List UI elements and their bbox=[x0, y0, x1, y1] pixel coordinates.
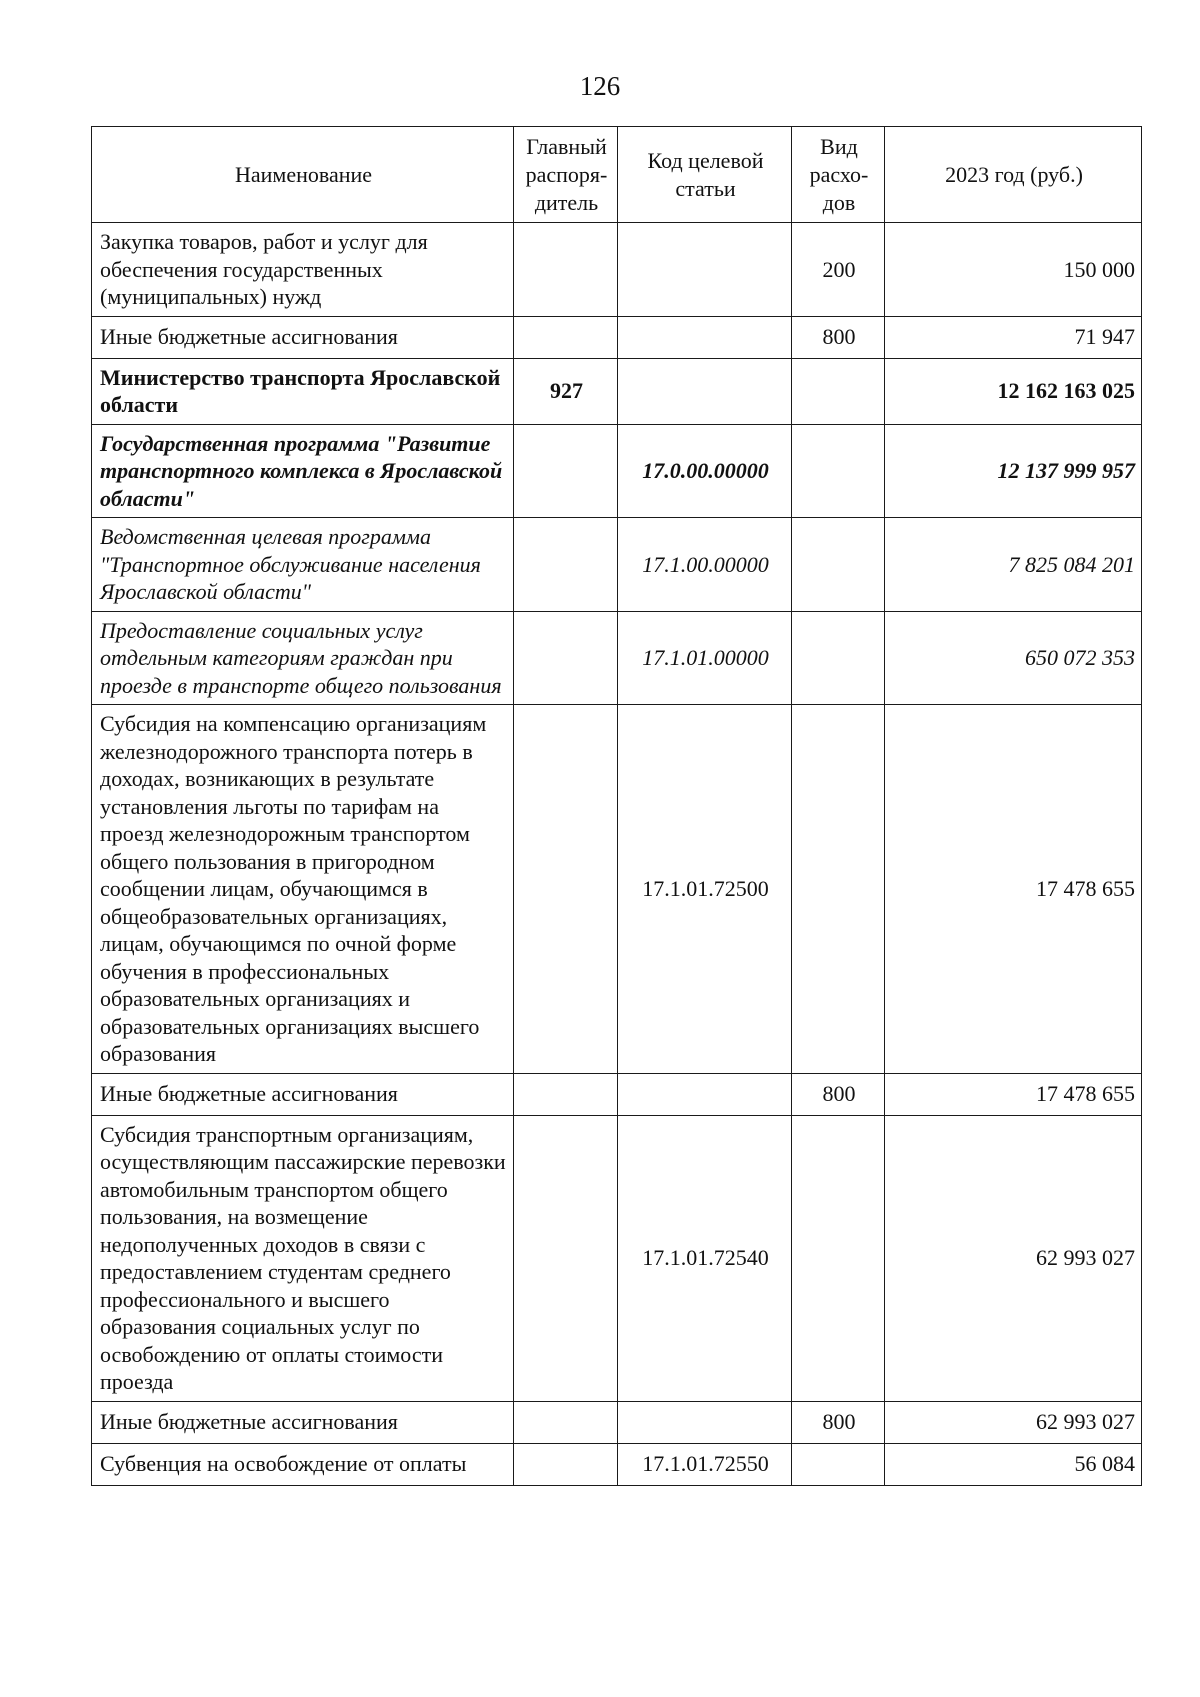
row-type bbox=[792, 518, 885, 612]
row-code bbox=[618, 223, 792, 317]
row-amount: 12 137 999 957 bbox=[885, 424, 1142, 518]
header-name: Наименование bbox=[92, 127, 514, 223]
row-amount: 17 478 655 bbox=[885, 1073, 1142, 1115]
row-code bbox=[618, 316, 792, 358]
table-row bbox=[92, 1073, 1142, 1115]
row-manager: 927 bbox=[514, 358, 618, 424]
budget-table bbox=[91, 126, 1142, 1486]
row-type bbox=[792, 611, 885, 705]
page-number: 126 bbox=[579, 71, 621, 101]
row-amount: 12 162 163 025 bbox=[885, 358, 1142, 424]
row-manager bbox=[514, 223, 618, 317]
row-type bbox=[792, 1115, 885, 1401]
table-row bbox=[92, 424, 1142, 518]
row-name: Государственная программа "Развитие транспортного комплекса в Ярославской области" bbox=[92, 424, 514, 518]
row-type bbox=[792, 358, 885, 424]
row-amount: 56 084 bbox=[885, 1443, 1142, 1485]
row-amount: 650 072 353 bbox=[885, 611, 1142, 705]
table-row bbox=[92, 1401, 1142, 1443]
row-manager bbox=[514, 1401, 618, 1443]
header-type: Вид расхо-дов bbox=[792, 127, 885, 223]
row-name: Иные бюджетные ассигнования bbox=[92, 1073, 514, 1115]
row-manager bbox=[514, 1443, 618, 1485]
row-type: 800 bbox=[792, 316, 885, 358]
row-code: 17.1.01.00000 bbox=[618, 611, 792, 705]
table-row bbox=[92, 316, 1142, 358]
row-type: 800 bbox=[792, 1073, 885, 1115]
row-name: Субсидия транспортным организациям, осуществляющим пассажирские перевозки автомобильным транспортом общего пользования, на возмещение недополученных доходов в связи с предоставлением студентам среднего профессионального и высшего образования социальных услуг по освобождению от оплаты стоимости проезда bbox=[92, 1115, 514, 1401]
table-header-row bbox=[92, 127, 1142, 223]
row-code: 17.1.01.72550 bbox=[618, 1443, 792, 1485]
header-amount: 2023 год (руб.) bbox=[885, 127, 1142, 223]
row-name: Закупка товаров, работ и услуг для обеспечения государственных (муниципальных) нужд bbox=[92, 223, 514, 317]
row-manager bbox=[514, 705, 618, 1074]
row-code: 17.0.00.00000 bbox=[618, 424, 792, 518]
row-amount: 62 993 027 bbox=[885, 1115, 1142, 1401]
header-code: Код целевой статьи bbox=[618, 127, 792, 223]
row-name: Иные бюджетные ассигнования bbox=[92, 316, 514, 358]
table-row bbox=[92, 611, 1142, 705]
row-name: Иные бюджетные ассигнования bbox=[92, 1401, 514, 1443]
row-manager bbox=[514, 1073, 618, 1115]
row-name: Предоставление социальных услуг отдельным категориям граждан при проезде в транспорте общего пользования bbox=[92, 611, 514, 705]
row-name: Ведомственная целевая программа "Транспортное обслуживание населения Ярославской области" bbox=[92, 518, 514, 612]
row-type bbox=[792, 424, 885, 518]
row-amount: 71 947 bbox=[885, 316, 1142, 358]
row-amount: 7 825 084 201 bbox=[885, 518, 1142, 612]
row-name: Субсидия на компенсацию организациям железнодорожного транспорта потерь в доходах, возникающих в результате установления льготы по тарифам на проезд железнодорожным транспортом общего пользования в пригородном сообщении лицам, обучающимся в общеобразовательных организациях, лицам, обучающимся по очной форме обучения в профессиональных образовательных организациях и образовательных организациях высшего образования bbox=[92, 705, 514, 1074]
row-name: Министерство транспорта Ярославской области bbox=[92, 358, 514, 424]
row-code: 17.1.01.72500 bbox=[618, 705, 792, 1074]
row-code: 17.1.01.72540 bbox=[618, 1115, 792, 1401]
table-row bbox=[92, 1115, 1142, 1401]
row-manager bbox=[514, 518, 618, 612]
row-manager bbox=[514, 1115, 618, 1401]
row-type: 200 bbox=[792, 223, 885, 317]
table-row bbox=[92, 1443, 1142, 1485]
row-code bbox=[618, 1073, 792, 1115]
row-type: 800 bbox=[792, 1401, 885, 1443]
table-row bbox=[92, 705, 1142, 1074]
row-amount: 62 993 027 bbox=[885, 1401, 1142, 1443]
row-amount: 150 000 bbox=[885, 223, 1142, 317]
row-manager bbox=[514, 316, 618, 358]
row-manager bbox=[514, 424, 618, 518]
row-manager bbox=[514, 611, 618, 705]
row-type bbox=[792, 1443, 885, 1485]
row-name: Субвенция на освобождение от оплаты bbox=[92, 1443, 514, 1485]
header-manager: Главный распоря-дитель bbox=[514, 127, 618, 223]
table-row bbox=[92, 358, 1142, 424]
row-code bbox=[618, 358, 792, 424]
table-row bbox=[92, 518, 1142, 612]
row-code: 17.1.00.00000 bbox=[618, 518, 792, 612]
row-code bbox=[618, 1401, 792, 1443]
row-type bbox=[792, 705, 885, 1074]
table-row bbox=[92, 223, 1142, 317]
row-amount: 17 478 655 bbox=[885, 705, 1142, 1074]
